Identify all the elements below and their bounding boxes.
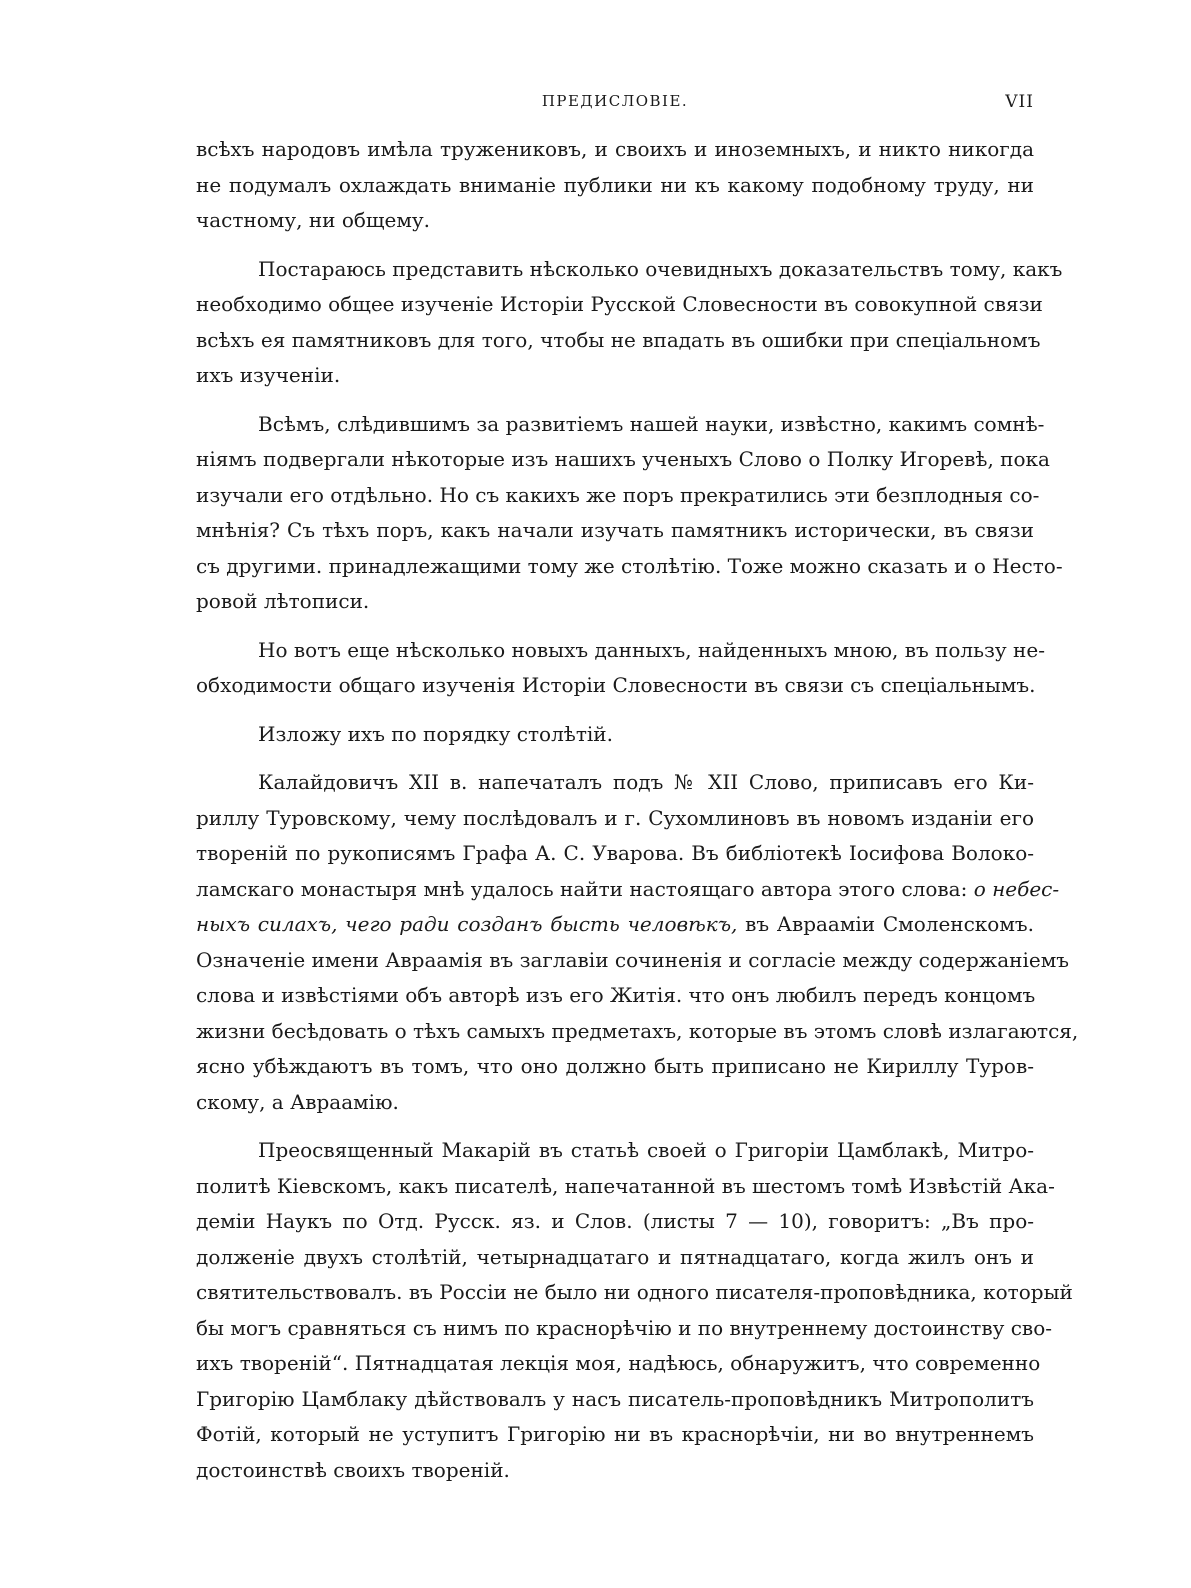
- text-line: Всѣмъ, слѣдившимъ за развитіемъ нашей науки, извѣстно, какимъ сомнѣ-: [258, 411, 1045, 436]
- text-line: ясно убѣждаютъ въ томъ, что оно должно быть приписано не Кириллу Туров-: [196, 1054, 1034, 1078]
- paragraph-1: [196, 132, 1034, 239]
- text-line: достоинствѣ своихъ твореній.: [196, 1457, 510, 1482]
- paragraph-6: [196, 765, 1079, 1120]
- text-line: частному, ни общему.: [196, 208, 431, 232]
- paragraph-2: [196, 252, 1063, 394]
- text-line: деміи Наукъ по Отд. Русск. яз. и Слов. (листы 7 — 10), говоритъ: „Въ про-: [196, 1209, 1034, 1233]
- text-line: святительствовалъ. въ Россіи не было ни одного писателя-проповѣдника, который: [196, 1280, 1073, 1304]
- text-line: ихъ твореній“. Пятнадцатая лекція моя, надѣюсь, обнаружитъ, что современно: [196, 1351, 1041, 1375]
- text-line: изучали его отдѣльно. Но съ какихъ же поръ прекратились эти безплодныя со-: [196, 482, 1040, 507]
- text-line: обходимости общаго изученія Исторіи Словесности въ связи съ спеціальнымъ.: [196, 673, 1036, 697]
- paragraph-7: [196, 1133, 1073, 1488]
- text-line: мнѣнія? Съ тѣхъ поръ, какъ начали изучать памятникъ исторически, въ связи: [196, 518, 1034, 542]
- text-line: бы могъ сравняться съ нимъ по краснорѣчію и по внутреннему достоинству сво-: [196, 1315, 1052, 1340]
- paragraph-4: [196, 633, 1045, 704]
- paragraph-5: [196, 717, 1034, 753]
- text-line: долженіе двухъ столѣтій, четырнадцатаго и пятнадцатаго, когда жилъ онъ и: [196, 1244, 1034, 1269]
- running-head: [196, 92, 1034, 116]
- text-line: политѣ Кіевскомъ, какъ писателѣ, напечатанной въ шестомъ томѣ Извѣстій Ака-: [196, 1173, 1055, 1198]
- text-line: Изложу ихъ по порядку столѣтій.: [258, 721, 613, 746]
- running-title: ПРЕДИСЛОВІЕ.: [541, 92, 689, 110]
- text-line: Григорію Цамблаку дѣйствовалъ у насъ писатель-проповѣдникъ Митрополитъ: [196, 1386, 1034, 1411]
- text-line: ровой лѣтописи.: [196, 589, 370, 613]
- page-number: VII: [1005, 92, 1034, 112]
- text-line: жизни бесѣдовать о тѣхъ самыхъ предметахъ, которые въ этомъ словѣ излагаются,: [196, 1018, 1079, 1043]
- text-line-with-italic: [196, 872, 1060, 908]
- text-line: не подумалъ охлаждать вниманіе публики ни къ какому подобному труду, ни: [196, 172, 1034, 197]
- text-line: Постараюсь представить нѣсколько очевидныхъ доказательствъ тому, какъ: [258, 256, 1063, 281]
- text-line: слова и извѣстіями объ авторѣ изъ его Житія. что онъ любилъ передъ концомъ: [196, 983, 1036, 1007]
- italic-title-end: ныхъ силахъ, чего ради созданъ бысть человѣкъ,: [196, 912, 738, 936]
- text-line: необходимо общее изученіе Исторіи Русской Словесности въ совокупной связи: [196, 292, 1043, 316]
- text-segment: въ Авраамiи Смоленскомъ.: [745, 912, 1034, 936]
- text-line: риллу Туровскому, чему послѣдовалъ и г. Сухомлиновъ въ новомъ изданіи его: [196, 805, 1034, 830]
- italic-title-start: о небес-: [973, 876, 1060, 901]
- text-line: всѣхъ народовъ имѣла тружениковъ, и своихъ и иноземныхъ, и никто никогда: [196, 137, 1034, 161]
- text-line: съ другими. принадлежащими тому же столѣтію. Тоже можно сказать и о Несто-: [196, 553, 1063, 578]
- body-text: [196, 132, 1079, 1488]
- text-line-with-italic: [196, 907, 1034, 943]
- text-line: всѣхъ ея памятниковъ для того, чтобы не впадать въ ошибки при спеціальномъ: [196, 327, 1041, 352]
- text-segment: ламскаго монастыря мнѣ удалось найти настоящаго автора этого слова:: [196, 876, 968, 901]
- text-line: Фотій, который не уступитъ Григорію ни въ краснорѣчіи, ни во внутреннемъ: [196, 1422, 1034, 1446]
- text-line: Калайдовичъ XII в. напечаталъ подъ № XII Слово, приписавъ его Ки-: [258, 770, 1034, 794]
- text-line: Но вотъ еще нѣсколько новыхъ данныхъ, найденныхъ мною, въ пользу не-: [258, 637, 1045, 662]
- text-line: скому, а Авраамію.: [196, 1089, 399, 1114]
- text-line: Преосвященный Макарій въ статьѣ своей о Григоріи Цамблакѣ, Митро-: [258, 1138, 1034, 1162]
- paragraph-3: [196, 407, 1063, 620]
- text-line: Означеніе имени Авраамія въ заглавіи сочиненія и согласіе между содержаніемъ: [196, 947, 1069, 972]
- text-line: ихъ изученіи.: [196, 363, 341, 387]
- text-line: ніямъ подвергали нѣкоторые изъ нашихъ ученыхъ Слово о Полку Игоревѣ, пока: [196, 447, 1050, 471]
- text-line: твореній по рукописямъ Графа А. С. Уварова. Въ библіотекѣ Іосифова Волоко-: [196, 841, 1034, 865]
